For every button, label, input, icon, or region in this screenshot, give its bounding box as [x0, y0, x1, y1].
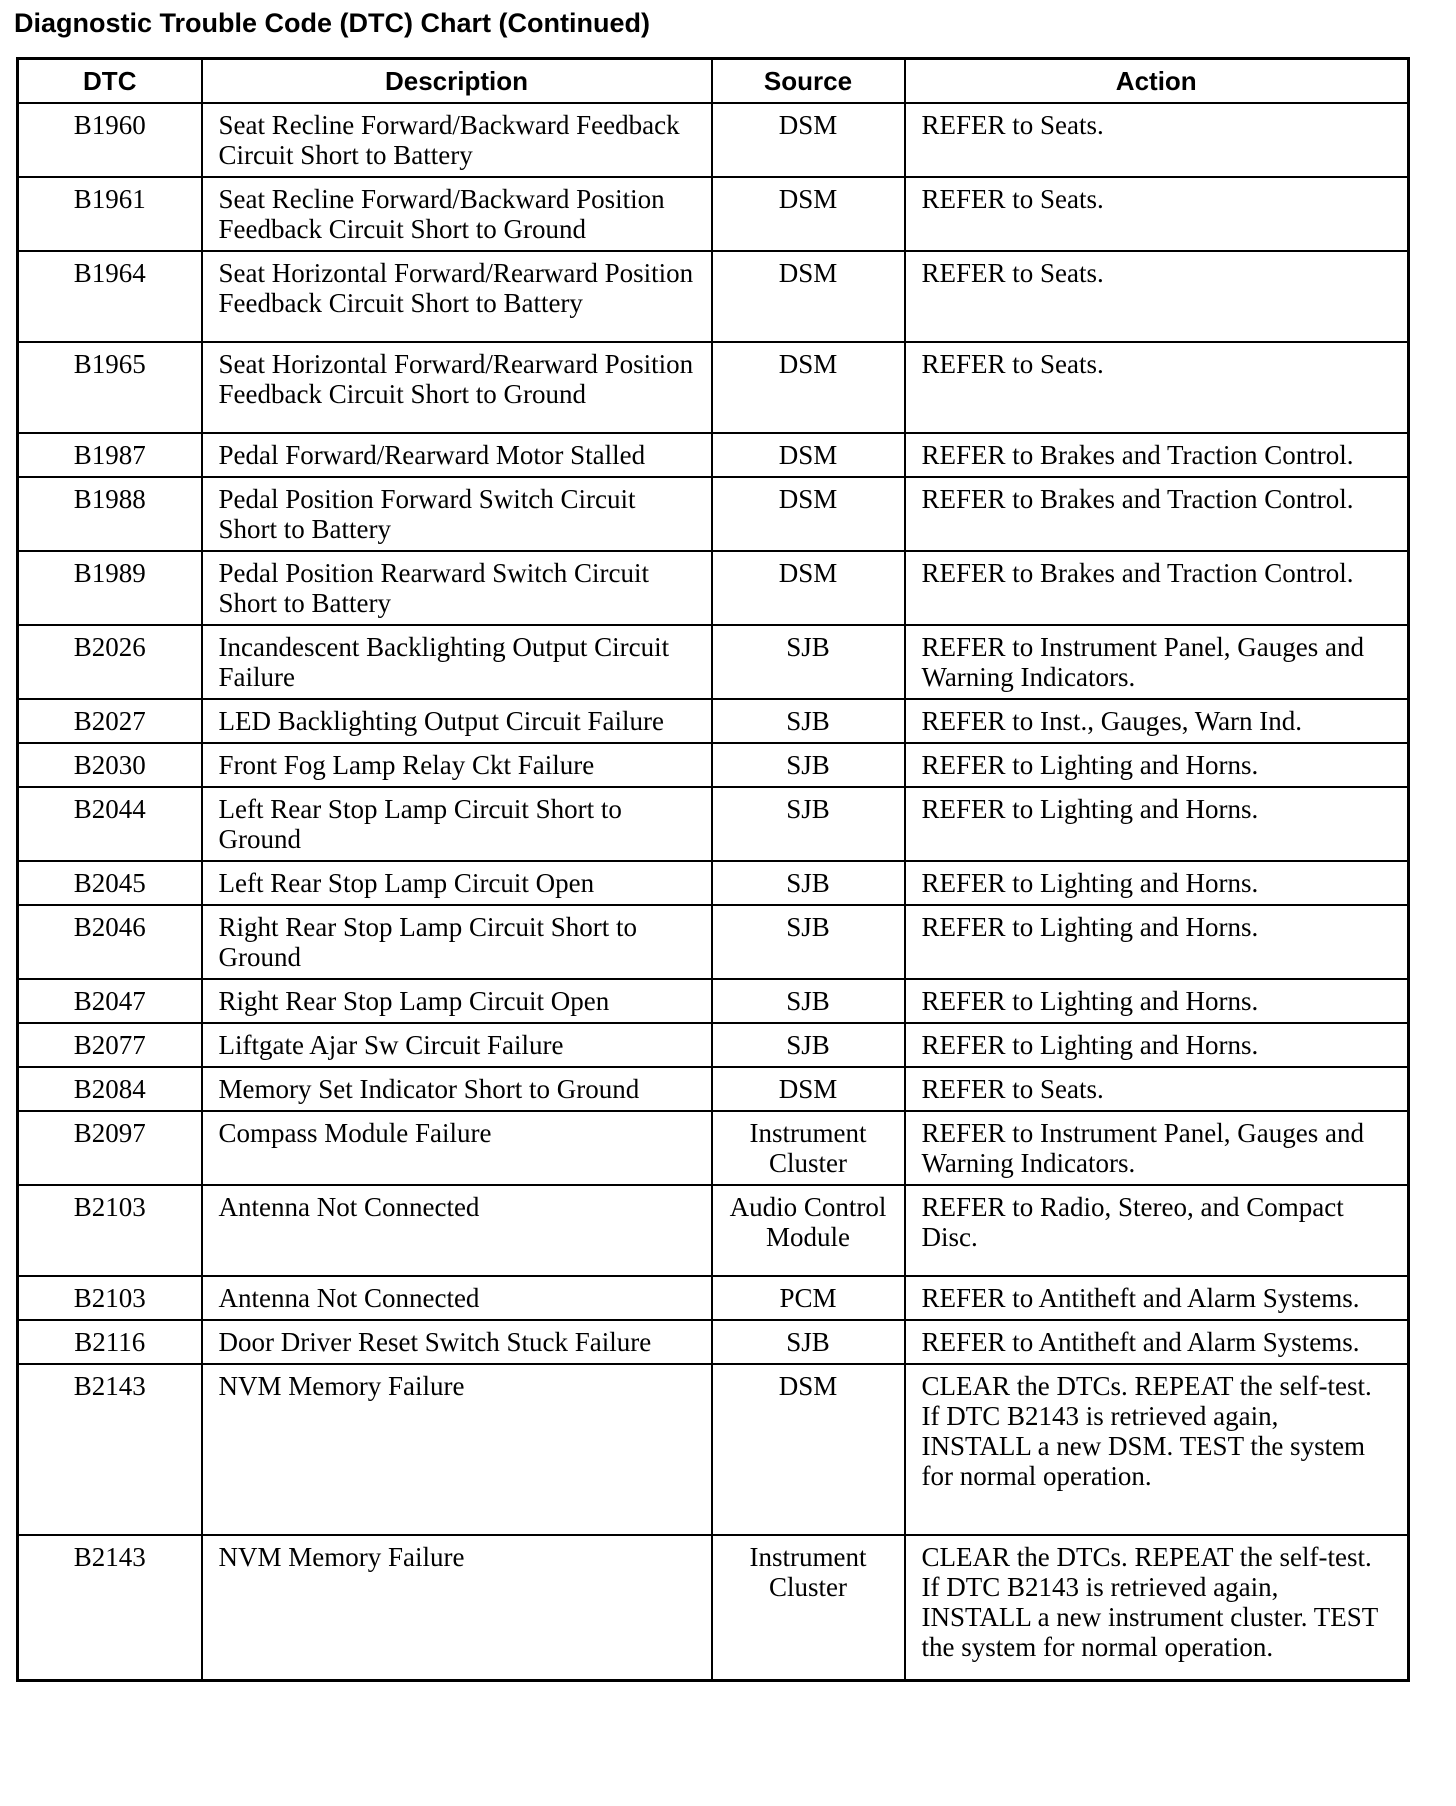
dtc-source: DSM	[712, 1067, 905, 1111]
table-body	[18, 103, 1409, 1680]
dtc-code: B2030	[18, 743, 202, 787]
column-header-description: Description	[202, 59, 712, 104]
column-header-dtc: DTC	[18, 59, 202, 104]
dtc-description: NVM Memory Failure	[202, 1535, 712, 1680]
dtc-description: Seat Recline Forward/Backward Feedback Circuit Short to Battery	[202, 103, 712, 177]
dtc-description: Liftgate Ajar Sw Circuit Failure	[202, 1023, 712, 1067]
dtc-source: SJB	[712, 905, 905, 979]
dtc-description: LED Backlighting Output Circuit Failure	[202, 699, 712, 743]
dtc-action: REFER to Seats.	[905, 103, 1409, 177]
dtc-description: Seat Horizontal Forward/Rearward Position Feedback Circuit Short to Battery	[202, 251, 712, 342]
dtc-action: REFER to Seats.	[905, 342, 1409, 433]
dtc-source: PCM	[712, 1276, 905, 1320]
dtc-table	[16, 57, 1410, 1682]
dtc-code: B1961	[18, 177, 202, 251]
dtc-description: Incandescent Backlighting Output Circuit Failure	[202, 625, 712, 699]
table-row	[18, 177, 1409, 251]
table-row	[18, 905, 1409, 979]
table-row	[18, 861, 1409, 905]
dtc-action: REFER to Instrument Panel, Gauges and Warning Indicators.	[905, 625, 1409, 699]
column-header-action: Action	[905, 59, 1409, 104]
dtc-code: B2077	[18, 1023, 202, 1067]
dtc-action: REFER to Brakes and Traction Control.	[905, 477, 1409, 551]
dtc-source: Audio Control Module	[712, 1185, 905, 1276]
dtc-action: REFER to Lighting and Horns.	[905, 743, 1409, 787]
dtc-source: SJB	[712, 625, 905, 699]
dtc-action: REFER to Lighting and Horns.	[905, 979, 1409, 1023]
table-row	[18, 477, 1409, 551]
dtc-code: B2026	[18, 625, 202, 699]
dtc-code: B2097	[18, 1111, 202, 1185]
dtc-code: B2103	[18, 1185, 202, 1276]
dtc-description: Front Fog Lamp Relay Ckt Failure	[202, 743, 712, 787]
dtc-action: CLEAR the DTCs. REPEAT the self-test. If DTC B2143 is retrieved again, INSTALL a new instrument cluster. TEST the system for normal operation.	[905, 1535, 1409, 1680]
table-row	[18, 1067, 1409, 1111]
dtc-description: Right Rear Stop Lamp Circuit Open	[202, 979, 712, 1023]
table-row	[18, 1023, 1409, 1067]
dtc-source: SJB	[712, 699, 905, 743]
dtc-action: REFER to Inst., Gauges, Warn Ind.	[905, 699, 1409, 743]
dtc-action: REFER to Radio, Stereo, and Compact Disc.	[905, 1185, 1409, 1276]
dtc-source: Instrument Cluster	[712, 1111, 905, 1185]
dtc-action: REFER to Lighting and Horns.	[905, 1023, 1409, 1067]
dtc-source: SJB	[712, 1023, 905, 1067]
dtc-code: B1960	[18, 103, 202, 177]
dtc-description: Antenna Not Connected	[202, 1185, 712, 1276]
dtc-source: DSM	[712, 433, 905, 477]
page-title: Diagnostic Trouble Code (DTC) Chart (Continued)	[14, 8, 650, 38]
table-row	[18, 433, 1409, 477]
dtc-source: SJB	[712, 979, 905, 1023]
dtc-action: REFER to Brakes and Traction Control.	[905, 433, 1409, 477]
table-row	[18, 787, 1409, 861]
dtc-description: Memory Set Indicator Short to Ground	[202, 1067, 712, 1111]
dtc-code: B2116	[18, 1320, 202, 1364]
dtc-description: Left Rear Stop Lamp Circuit Open	[202, 861, 712, 905]
dtc-description: Pedal Forward/Rearward Motor Stalled	[202, 433, 712, 477]
dtc-source: SJB	[712, 787, 905, 861]
table-row	[18, 699, 1409, 743]
dtc-code: B1988	[18, 477, 202, 551]
dtc-action: REFER to Seats.	[905, 177, 1409, 251]
dtc-code: B2027	[18, 699, 202, 743]
dtc-action: REFER to Antitheft and Alarm Systems.	[905, 1276, 1409, 1320]
table-row	[18, 1185, 1409, 1276]
table-row	[18, 103, 1409, 177]
dtc-action: REFER to Seats.	[905, 1067, 1409, 1111]
dtc-action: REFER to Antitheft and Alarm Systems.	[905, 1320, 1409, 1364]
dtc-code: B1965	[18, 342, 202, 433]
dtc-code: B1989	[18, 551, 202, 625]
dtc-source: DSM	[712, 1364, 905, 1535]
dtc-code: B1964	[18, 251, 202, 342]
dtc-code: B2045	[18, 861, 202, 905]
table-row	[18, 1535, 1409, 1680]
dtc-source: DSM	[712, 477, 905, 551]
table-row	[18, 979, 1409, 1023]
dtc-description: Pedal Position Forward Switch Circuit Short to Battery	[202, 477, 712, 551]
dtc-description: Seat Recline Forward/Backward Position Feedback Circuit Short to Ground	[202, 177, 712, 251]
column-header-source: Source	[712, 59, 905, 104]
table-row	[18, 251, 1409, 342]
dtc-source: SJB	[712, 861, 905, 905]
dtc-action: REFER to Brakes and Traction Control.	[905, 551, 1409, 625]
dtc-code: B1987	[18, 433, 202, 477]
dtc-description: Seat Horizontal Forward/Rearward Position Feedback Circuit Short to Ground	[202, 342, 712, 433]
dtc-description: Pedal Position Rearward Switch Circuit Short to Battery	[202, 551, 712, 625]
dtc-source: DSM	[712, 551, 905, 625]
dtc-action: REFER to Lighting and Horns.	[905, 905, 1409, 979]
table-row	[18, 625, 1409, 699]
dtc-description: Compass Module Failure	[202, 1111, 712, 1185]
dtc-code: B2143	[18, 1364, 202, 1535]
dtc-code: B2044	[18, 787, 202, 861]
dtc-code: B2143	[18, 1535, 202, 1680]
dtc-description: Antenna Not Connected	[202, 1276, 712, 1320]
dtc-description: NVM Memory Failure	[202, 1364, 712, 1535]
table-header-row	[18, 59, 1409, 104]
dtc-code: B2047	[18, 979, 202, 1023]
dtc-action: REFER to Instrument Panel, Gauges and Warning Indicators.	[905, 1111, 1409, 1185]
dtc-action: REFER to Lighting and Horns.	[905, 861, 1409, 905]
table-row	[18, 1364, 1409, 1535]
dtc-action: REFER to Lighting and Horns.	[905, 787, 1409, 861]
dtc-description: Left Rear Stop Lamp Circuit Short to Ground	[202, 787, 712, 861]
dtc-action: CLEAR the DTCs. REPEAT the self-test. If DTC B2143 is retrieved again, INSTALL a new DSM. TEST the system for normal operation.	[905, 1364, 1409, 1535]
table-row	[18, 1320, 1409, 1364]
table-row	[18, 551, 1409, 625]
dtc-source: DSM	[712, 251, 905, 342]
dtc-source: DSM	[712, 342, 905, 433]
dtc-description: Door Driver Reset Switch Stuck Failure	[202, 1320, 712, 1364]
dtc-code: B2084	[18, 1067, 202, 1111]
dtc-action: REFER to Seats.	[905, 251, 1409, 342]
dtc-source: Instrument Cluster	[712, 1535, 905, 1680]
dtc-source: SJB	[712, 1320, 905, 1364]
table-row	[18, 342, 1409, 433]
dtc-source: SJB	[712, 743, 905, 787]
table-row	[18, 743, 1409, 787]
table-row	[18, 1111, 1409, 1185]
dtc-code: B2046	[18, 905, 202, 979]
dtc-source: DSM	[712, 177, 905, 251]
table-row	[18, 1276, 1409, 1320]
dtc-description: Right Rear Stop Lamp Circuit Short to Ground	[202, 905, 712, 979]
dtc-code: B2103	[18, 1276, 202, 1320]
dtc-source: DSM	[712, 103, 905, 177]
